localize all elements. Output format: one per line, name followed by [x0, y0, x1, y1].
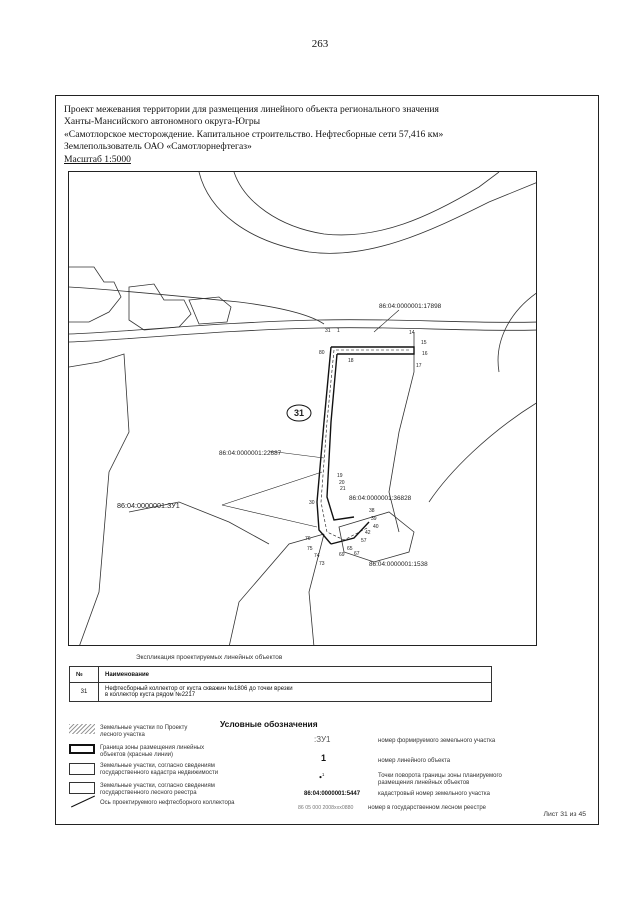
east-boundary	[429, 402, 537, 502]
sheet-header	[64, 104, 594, 166]
legend-pt-desc-2: размещения линейных объектов	[378, 780, 470, 786]
sheet-counter: Лист 31 из 45	[543, 811, 586, 818]
row-name	[99, 683, 492, 702]
legend-cad-desc: кадастровый номер земельного участка	[378, 791, 490, 797]
point-label: 57	[361, 538, 367, 544]
map-frame	[68, 171, 537, 646]
legend-lesreestr-1: Земельные участки, согласно сведениям	[100, 783, 215, 789]
point-label: 20	[339, 480, 345, 486]
point-label: 15	[421, 340, 427, 346]
legend-gkn-2: государственного кадастра недвижимости	[100, 770, 219, 776]
svg-text:31: 31	[293, 408, 305, 418]
point-label: 75	[307, 546, 313, 552]
turning-points	[305, 328, 428, 567]
map-sheet	[55, 95, 599, 825]
legend-forest-1: Земельные участки по Проекту	[100, 725, 188, 731]
point-label: 74	[314, 553, 320, 559]
explication-table	[69, 666, 492, 702]
legend-zu-desc: номер формируемого земельного участка	[378, 738, 496, 744]
row-name-line2: в коллектор куста рядом №2217	[105, 692, 196, 698]
point-label: 30	[309, 500, 315, 506]
lesreestr-parcel-symbol	[69, 782, 95, 794]
river-bank-outer	[199, 172, 537, 253]
point-label: 69	[339, 552, 345, 558]
legend-pt-symbol: ●$^1$	[319, 772, 325, 781]
row-num: 31	[70, 683, 99, 702]
zone-boundary-symbol	[69, 744, 95, 754]
parcel-label-1538: 86:04:0000001:1538	[369, 561, 428, 568]
point-label: 18	[348, 358, 354, 364]
legend-title: Условные обозначения	[220, 719, 318, 729]
map-canvas	[69, 172, 537, 646]
legend-les-symbol: 86 05 000 2008xxx0880	[298, 805, 354, 811]
point-label: 76	[305, 536, 311, 542]
point-label: 65	[347, 546, 353, 552]
point-label: 39	[371, 516, 377, 522]
header-line-4: Землепользователь ОАО «Самотлорнефтегаз»	[64, 141, 252, 153]
point-label: 14	[409, 330, 415, 336]
point-label: 17	[416, 363, 422, 369]
east-parcel-line	[389, 332, 414, 532]
zone-boundary-west	[317, 347, 331, 544]
legend-gkn-1: Земельные участки, согласно сведениям	[100, 763, 215, 769]
legend-pt-desc-1: Точки поворота границы зоны планируемого	[378, 773, 502, 779]
parcel-label-22687: 86:04:0000001:22687	[219, 450, 282, 457]
axis-line-symbol	[71, 796, 95, 808]
point-label: 21	[340, 486, 346, 492]
point-label: 42	[365, 530, 371, 536]
legend-lesreestr-2: государственного лесного реестра	[100, 790, 197, 796]
legend-cad-symbol: 86:04:0000001:5447	[304, 791, 361, 797]
legend-zone-2: объектов (красные линии)	[100, 752, 174, 758]
leader-zu1-a	[222, 472, 322, 505]
zone-boundary-north	[331, 347, 414, 354]
map-scale: Масштаб 1:5000	[64, 153, 131, 165]
point-label: 40	[373, 524, 379, 530]
point-label: 73	[319, 561, 325, 567]
legend-obj-desc: номер линейного объекта	[378, 758, 451, 764]
legend-zu-symbol: :ЗУ1	[314, 735, 331, 744]
building-west-3	[189, 297, 231, 324]
lake-boundary	[498, 292, 537, 372]
col-name-header: Наименование	[99, 667, 492, 683]
point-label: 38	[369, 508, 375, 514]
row-name-line1: Нефтесборный коллектор от куста скважин №1806 до точки врезки	[105, 686, 293, 692]
parcel-label-17898: 86:04:0000001:17898	[379, 303, 442, 310]
legend-forest-2: лесного участка	[100, 732, 145, 738]
col-num-header: №	[70, 667, 99, 683]
point-label: 1	[337, 328, 340, 334]
explication-title: Экспликация проектируемых линейных объектов	[136, 654, 283, 661]
legend-zone-1: Граница зоны размещения линейных	[100, 745, 205, 751]
point-label: 19	[337, 473, 343, 479]
point-label: 80	[319, 350, 325, 356]
building-west-1	[69, 267, 121, 322]
legend-pt-number: 1	[322, 772, 325, 777]
page-number: 263	[311, 38, 329, 50]
legend-obj-symbol: 1	[321, 753, 327, 763]
point-label: 67	[354, 551, 360, 557]
west-parcel-edge	[69, 354, 129, 646]
legend-axis: Ось проектируемого нефтесборного коллектора	[100, 800, 235, 806]
point-label: 16	[422, 351, 428, 357]
building-west-2	[129, 284, 191, 330]
legend-les-desc: номер в государственном лесном реестре	[368, 805, 487, 811]
header-line-1: Проект межевания территории для размещения линейного объекта регионального значения	[64, 104, 439, 115]
forest-parcel-symbol	[69, 724, 95, 734]
parcel-label-zu1: 86:04:0000001:ЗУ1	[117, 501, 180, 510]
river-bank-inner	[234, 172, 499, 235]
gkn-parcel-symbol	[69, 763, 95, 775]
leader-zu1-b	[222, 505, 317, 527]
table-row	[70, 683, 492, 702]
object-marker	[287, 405, 311, 421]
point-label: 31	[325, 328, 331, 334]
leader-17898	[374, 310, 399, 332]
parcel-label-36828: 86:04:0000001:36828	[349, 495, 412, 502]
header-line-2: Ханты-Мансийского автономного округа-Югры	[64, 116, 261, 128]
header-line-3: «Самотлорское месторождение. Капитальное строительство. Нефтесборные сети 57,416 км»	[64, 128, 444, 140]
